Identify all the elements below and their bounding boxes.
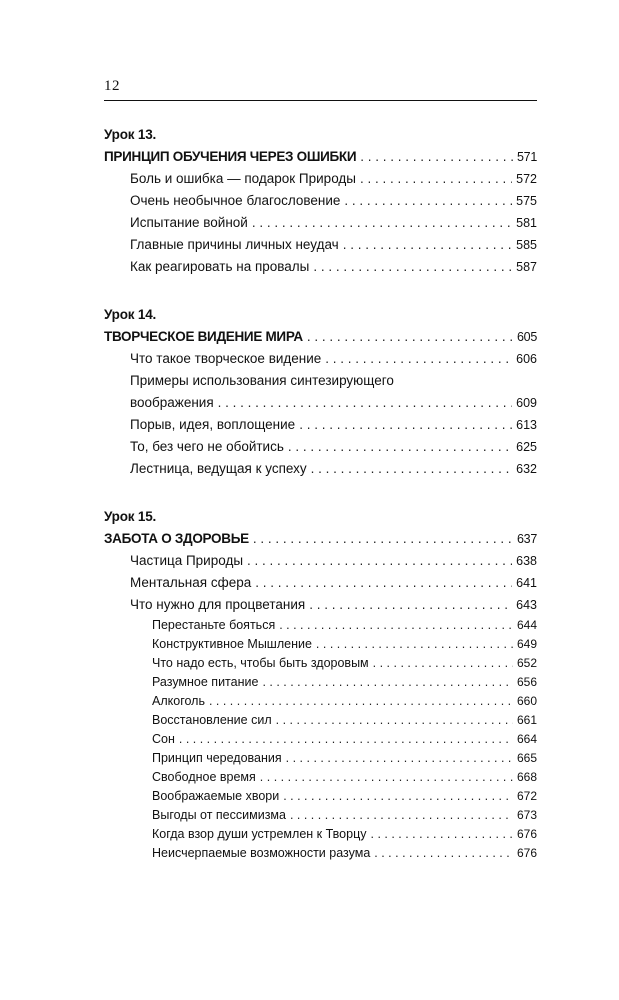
entry-title: Лестница, ведущая к успеху: [130, 461, 307, 476]
leader-dots: [316, 635, 513, 654]
page-ref: 676: [516, 846, 537, 860]
toc-subentry[interactable]: [104, 787, 537, 806]
page-ref: 672: [516, 789, 537, 803]
toc-entry-multiline[interactable]: [104, 370, 537, 414]
lesson-15: [104, 506, 537, 863]
toc-subentry[interactable]: [104, 692, 537, 711]
leader-dots: [288, 436, 512, 458]
page-ref: 581: [516, 216, 537, 230]
header-rule: [104, 100, 537, 101]
entry-title: Что такое творческое видение: [130, 351, 322, 366]
leader-dots: [299, 414, 512, 436]
toc-subentry[interactable]: [104, 749, 537, 768]
page-ref: 587: [516, 260, 537, 274]
leader-dots: [262, 673, 513, 692]
entry-title: Очень необычное благословение: [130, 193, 341, 208]
toc-entry[interactable]: [104, 572, 537, 594]
page-ref: 656: [516, 675, 537, 689]
entry-title: Перестаньте бояться: [152, 618, 276, 632]
leader-dots: [309, 594, 512, 616]
leader-dots: [360, 146, 513, 168]
page-ref: 660: [516, 694, 537, 708]
leader-dots: [260, 768, 513, 787]
toc-entry[interactable]: [104, 458, 537, 480]
page-ref: 585: [516, 238, 537, 252]
entry-title: воображения: [130, 395, 214, 410]
toc-subentry[interactable]: [104, 654, 537, 673]
entry-title: Сон: [152, 732, 175, 746]
entry-title: Конструктивное Мышление: [152, 637, 312, 651]
leader-dots: [373, 654, 513, 673]
toc-entry[interactable]: [104, 436, 537, 458]
toc-subentry[interactable]: [104, 825, 537, 844]
chapter-entry[interactable]: [104, 326, 537, 348]
entry-title: Разумное питание: [152, 675, 259, 689]
chapter-title: ТВОРЧЕСКОЕ ВИДЕНИЕ МИРА: [104, 329, 303, 344]
toc-entry[interactable]: [104, 414, 537, 436]
leader-dots: [325, 348, 512, 370]
leader-dots: [276, 711, 513, 730]
toc-entry[interactable]: [104, 550, 537, 572]
page-ref: 637: [517, 532, 537, 546]
chapter-title: ПРИНЦИП ОБУЧЕНИЯ ЧЕРЕЗ ОШИБКИ: [104, 149, 357, 164]
entry-title: Выгоды от пессимизма: [152, 808, 286, 822]
page-ref: 606: [516, 352, 537, 366]
entry-title: Неисчерпаемые возможности разума: [152, 846, 371, 860]
leader-dots: [218, 392, 513, 414]
entry-line2: [130, 392, 537, 414]
leader-dots: [209, 692, 513, 711]
page-ref: 673: [516, 808, 537, 822]
entry-title: Что надо есть, чтобы быть здоровым: [152, 656, 369, 670]
table-of-contents: [104, 124, 537, 889]
leader-dots: [279, 616, 513, 635]
page-ref: 609: [516, 396, 537, 410]
page-ref: 572: [516, 172, 537, 186]
toc-subentry[interactable]: [104, 768, 537, 787]
page-number: 12: [104, 78, 120, 94]
toc-subentry[interactable]: [104, 844, 537, 863]
leader-dots: [286, 749, 513, 768]
leader-dots: [253, 528, 513, 550]
page-ref: 676: [516, 827, 537, 841]
page-ref: 652: [516, 656, 537, 670]
entry-title-line1: Примеры использования синтезирующего: [130, 373, 394, 388]
lesson-14: [104, 304, 537, 480]
page-ref: 644: [516, 618, 537, 632]
leader-dots: [371, 825, 513, 844]
entry-title: Алкоголь: [152, 694, 205, 708]
entry-title: Воображаемые хвори: [152, 789, 280, 803]
toc-entry[interactable]: [104, 168, 537, 190]
page-ref: 643: [516, 598, 537, 612]
lesson-13: [104, 124, 537, 278]
lesson-label: Урок 14.: [104, 307, 157, 322]
entry-title: Свободное время: [152, 770, 256, 784]
entry-title: Порыв, идея, воплощение: [130, 417, 296, 432]
chapter-title: ЗАБОТА О ЗДОРОВЬЕ: [104, 531, 249, 546]
page-ref: 613: [516, 418, 537, 432]
entry-title: Принцип чередования: [152, 751, 282, 765]
entry-title: Как реагировать на провалы: [130, 259, 310, 274]
page-ref: 571: [517, 150, 537, 164]
leader-dots: [374, 844, 513, 863]
leader-dots: [344, 190, 512, 212]
toc-subentry[interactable]: [104, 806, 537, 825]
page-ref: 668: [516, 770, 537, 784]
entry-title: Частица Природы: [130, 553, 244, 568]
page-ref: 625: [516, 440, 537, 454]
leader-dots: [290, 806, 513, 825]
entry-title: Что нужно для процветания: [130, 597, 306, 612]
entry-title: Ментальная сфера: [130, 575, 252, 590]
leader-dots: [313, 256, 512, 278]
page-ref: 649: [516, 637, 537, 651]
page-ref: 638: [516, 554, 537, 568]
entry-title: Боль и ошибка — подарок Природы: [130, 171, 356, 186]
leader-dots: [252, 212, 512, 234]
chapter-entry[interactable]: [104, 528, 537, 550]
page-ref: 664: [516, 732, 537, 746]
chapter-entry[interactable]: [104, 146, 537, 168]
toc-entry[interactable]: [104, 348, 537, 370]
lesson-label: Урок 15.: [104, 509, 157, 524]
entry-title: То, без чего не обойтись: [130, 439, 284, 454]
entry-title: Когда взор души устремлен к Творцу: [152, 827, 367, 841]
toc-entry[interactable]: [104, 256, 537, 278]
leader-dots: [311, 458, 513, 480]
page-ref: 632: [516, 462, 537, 476]
toc-entry[interactable]: [104, 234, 537, 256]
toc-subentry[interactable]: [104, 616, 537, 635]
page-ref: 661: [516, 713, 537, 727]
toc-entry[interactable]: [104, 212, 537, 234]
leader-dots: [255, 572, 512, 594]
page-ref: 665: [516, 751, 537, 765]
leader-dots: [247, 550, 512, 572]
entry-title: Главные причины личных неудач: [130, 237, 339, 252]
toc-subentry[interactable]: [104, 635, 537, 654]
leader-dots: [179, 730, 513, 749]
lesson-label: Урок 13.: [104, 127, 157, 142]
entry-title: Восстановление сил: [152, 713, 272, 727]
page-ref: 575: [516, 194, 537, 208]
leader-dots: [283, 787, 513, 806]
page-ref: 605: [517, 330, 537, 344]
entry-title: Испытание войной: [130, 215, 248, 230]
leader-dots: [307, 326, 513, 348]
toc-subentry[interactable]: [104, 730, 537, 749]
toc-entry[interactable]: [104, 594, 537, 616]
toc-subentry[interactable]: [104, 673, 537, 692]
leader-dots: [360, 168, 512, 190]
leader-dots: [343, 234, 512, 256]
toc-entry[interactable]: [104, 190, 537, 212]
page-ref: 641: [516, 576, 537, 590]
toc-subentry[interactable]: [104, 711, 537, 730]
